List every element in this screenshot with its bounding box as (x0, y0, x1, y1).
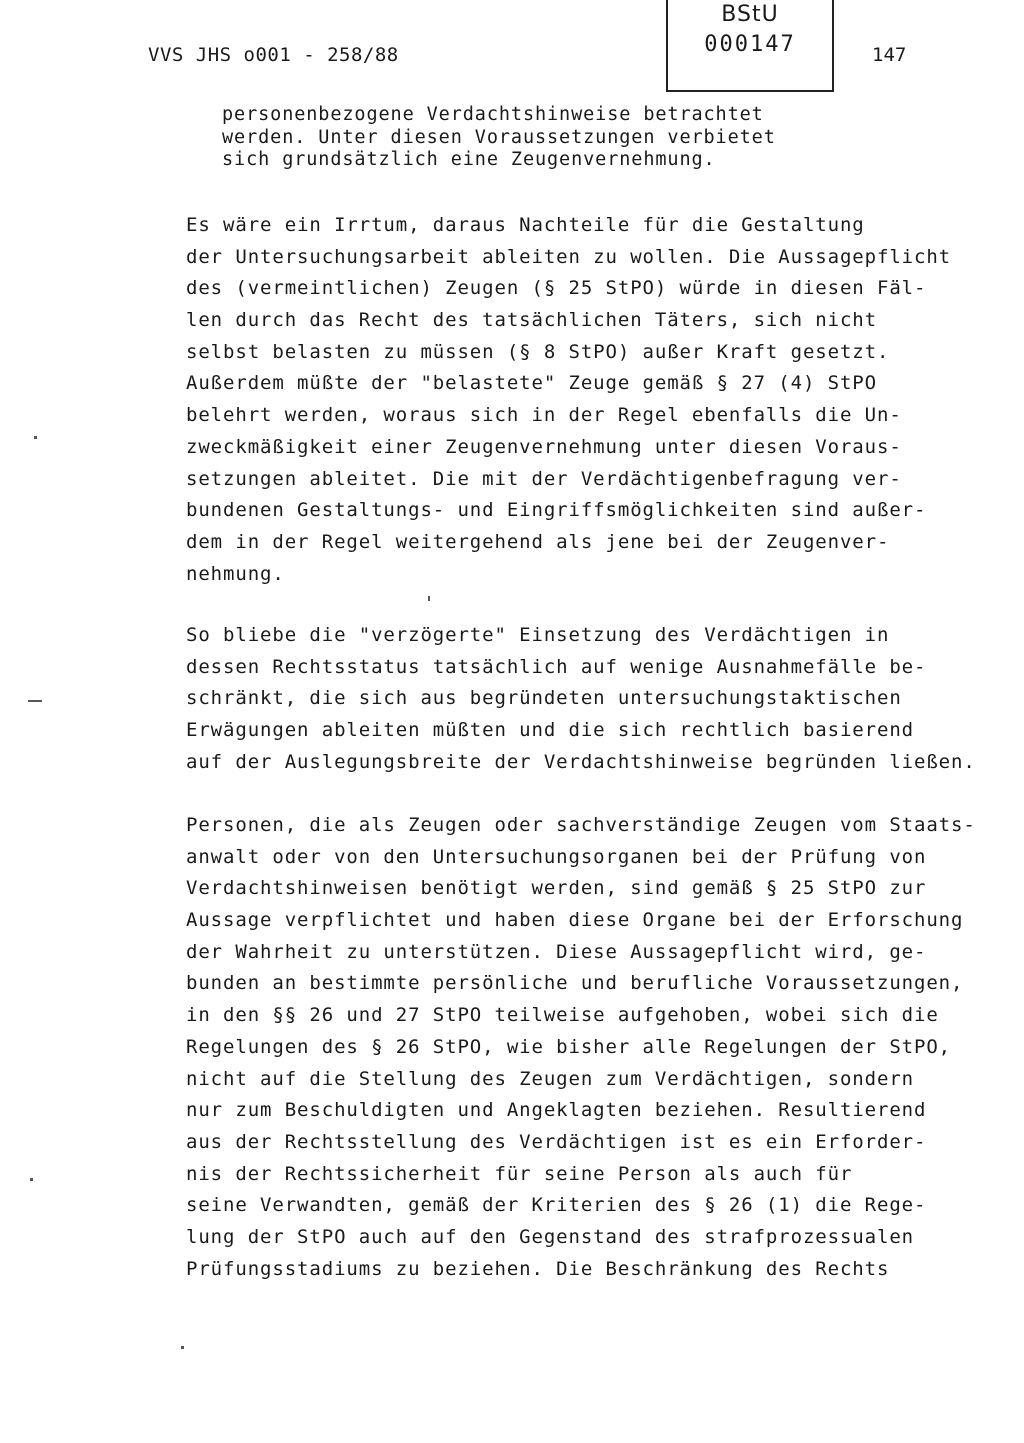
paragraph-2 (186, 620, 976, 778)
document-reference: VVS JHS o001 - 258/88 (148, 44, 399, 66)
text-line: in den §§ 26 und 27 StPO teilweise aufgehoben, wobei sich die (186, 1004, 939, 1027)
text-line: Außerdem müßte der "belastete" Zeuge gemäß § 27 (4) StPO (186, 372, 877, 395)
intro-paragraph (222, 104, 776, 172)
text-line: Prüfungsstadiums zu beziehen. Die Beschränkung des Rechts (186, 1257, 890, 1280)
text-line: des (vermeintlichen) Zeugen (§ 25 StPO) würde in diesen Fäl- (186, 277, 927, 300)
text-line: So bliebe die "verzögerte" Einsetzung des Verdächtigen in (186, 624, 890, 646)
text-line: lung der StPO auch auf den Gegenstand des strafprozessualen (186, 1225, 914, 1248)
text-line: nur zum Beschuldigten und Angeklagten beziehen. Resultierend (186, 1099, 927, 1122)
scan-speck (181, 1346, 184, 1349)
text-line: belehrt werden, woraus sich in der Regel ebenfalls die Un- (186, 404, 902, 427)
scan-speck (30, 1178, 33, 1181)
stamp-number: 000147 (704, 32, 796, 57)
text-line: bunden an bestimmte persönliche und berufliche Voraussetzungen, (186, 972, 964, 995)
paragraph-1 (186, 210, 951, 590)
text-line: zweckmäßigkeit einer Zeugenvernehmung unter diesen Voraus- (186, 435, 902, 458)
text-line: werden. Unter diesen Voraussetzungen verbietet (222, 126, 776, 148)
archive-stamp (666, 0, 834, 92)
paragraph-3 (186, 810, 976, 1285)
text-line: sich grundsätzlich eine Zeugenvernehmung. (222, 149, 716, 170)
text-line: Erwägungen ableiten müßten und die sich rechtlich basierend (186, 719, 914, 742)
text-line: Verdachtshinweisen benötigt werden, sind gemäß § 25 StPO zur (186, 877, 927, 900)
page-number: 147 (872, 44, 907, 66)
text-line: schränkt, die sich aus begründeten untersuchungstaktischen (186, 687, 902, 710)
text-line: len durch das Recht des tatsächlichen Täters, sich nicht (186, 309, 877, 332)
text-line: Aussage verpflichtet und haben diese Organe bei der Erforschung (186, 909, 964, 932)
text-line: Personen, die als Zeugen oder sachverständige Zeugen vom Staats- (186, 814, 976, 836)
scan-speck (428, 596, 430, 601)
text-line: nehmung. (186, 562, 285, 585)
text-line: seine Verwandten, gemäß der Kriterien des § 26 (1) die Rege- (186, 1194, 927, 1217)
text-line: personenbezogene Verdachtshinweise betrachtet (222, 104, 764, 125)
text-line: der Untersuchungsarbeit ableiten zu wollen. Die Aussagepflicht (186, 245, 952, 268)
text-line: selbst belasten zu müssen (§ 8 StPO) außer Kraft gesetzt. (186, 340, 890, 363)
text-line: Es wäre ein Irrtum, daraus Nachteile für die Gestaltung (186, 214, 865, 236)
text-line: dem in der Regel weitergehend als jene bei der Zeugenver- (186, 530, 890, 553)
text-line: der Wahrheit zu unterstützen. Diese Aussagepflicht wird, ge- (186, 940, 927, 963)
text-line: bundenen Gestaltungs- und Eingriffsmöglichkeiten sind außer- (186, 499, 927, 522)
text-line: dessen Rechtsstatus tatsächlich auf wenige Ausnahmefälle be- (186, 655, 927, 678)
scan-speck (34, 436, 37, 439)
text-line: auf der Auslegungsbreite der Verdachtshinweise begründen ließen. (186, 750, 976, 773)
text-line: Regelungen des § 26 StPO, wie bisher alle Regelungen der StPO, (186, 1035, 952, 1058)
text-line: setzungen ableitet. Die mit der Verdächtigenbefragung ver- (186, 467, 902, 490)
text-line: nis der Rechtssicherheit für seine Person als auch für (186, 1162, 853, 1185)
text-line: anwalt oder von den Untersuchungsorganen bei der Prüfung von (186, 845, 927, 868)
text-line: aus der Rechtsstellung des Verdächtigen ist es ein Erforder- (186, 1130, 927, 1153)
scan-speck (28, 700, 42, 702)
stamp-agency: BStU (721, 2, 779, 27)
text-line: nicht auf die Stellung des Zeugen zum Verdächtigen, sondern (186, 1067, 914, 1090)
